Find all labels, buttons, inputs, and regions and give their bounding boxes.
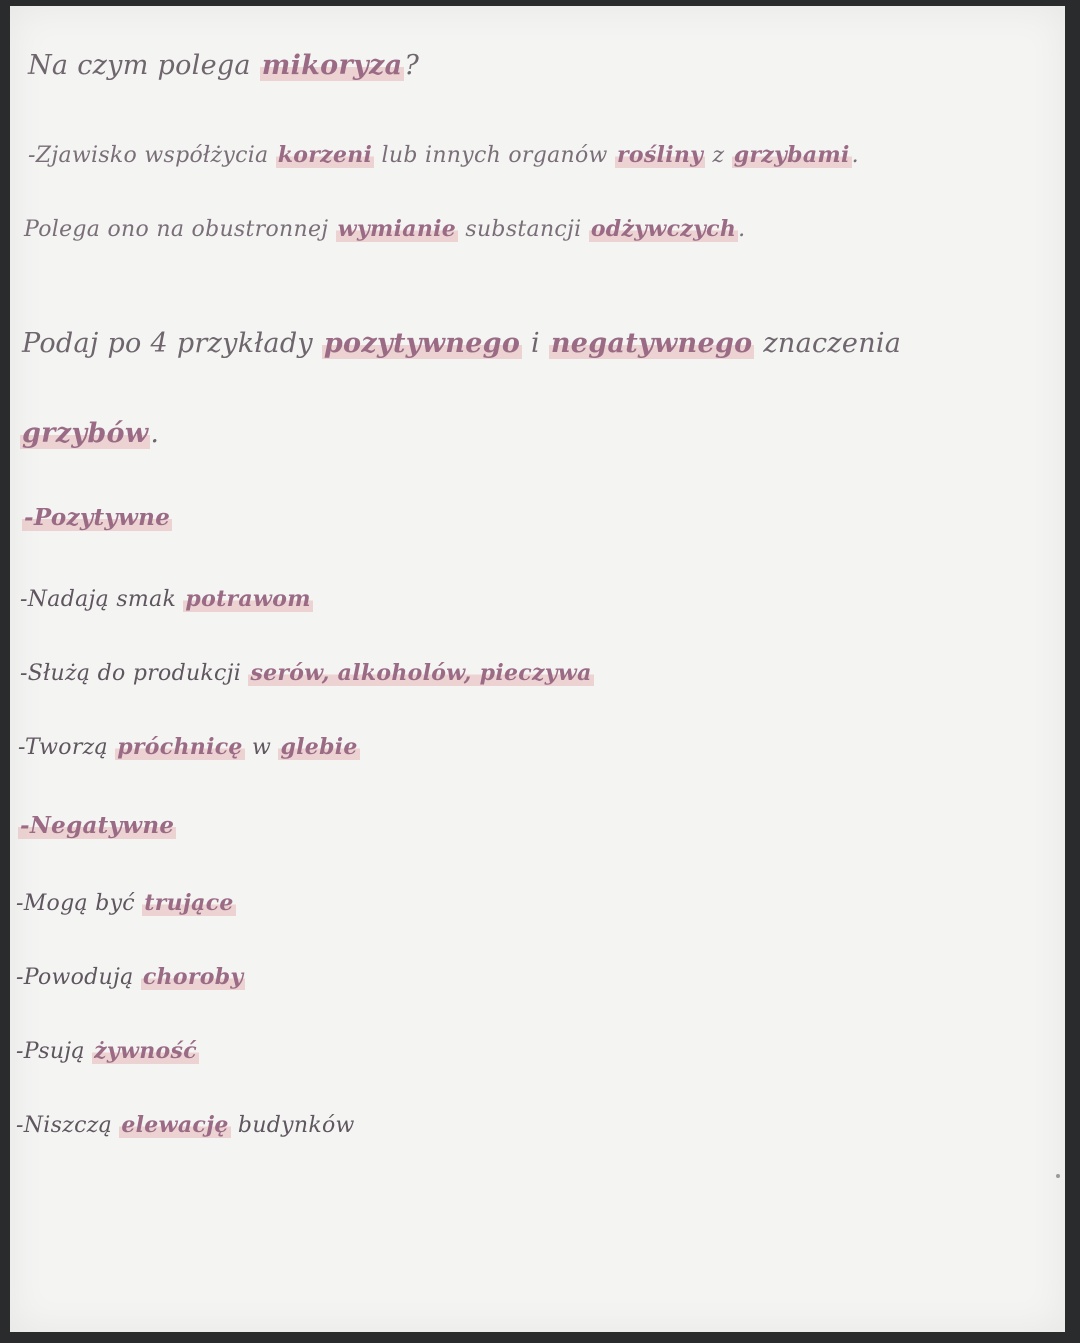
paper-speck xyxy=(1056,1174,1060,1178)
answer-line-1 xyxy=(28,142,859,168)
highlight-rosliny: rośliny xyxy=(616,142,704,168)
question-examples xyxy=(22,328,901,359)
answer-text: lub innych organów xyxy=(374,143,615,168)
answer-text: Polega ono na obustronnej xyxy=(24,217,336,242)
negative-item xyxy=(16,890,236,916)
question-text: Podaj po 4 przykłady xyxy=(22,328,322,359)
question-mark: ? xyxy=(404,50,420,81)
item-highlight: żywność xyxy=(94,1038,197,1064)
highlight-wymianie: wymianie xyxy=(337,216,457,242)
item-highlight: próchnicę xyxy=(117,734,243,760)
notebook-page xyxy=(10,6,1065,1332)
highlight-negatywnego: negatywnego xyxy=(550,328,753,359)
item-text: -Nadają smak xyxy=(20,587,184,612)
negative-item xyxy=(16,964,245,990)
highlight-mikoryza: mikoryza xyxy=(261,50,403,81)
question-text: . xyxy=(150,418,160,449)
highlight-pozytywnego: pozytywnego xyxy=(323,328,521,359)
question-text: i xyxy=(522,328,549,359)
highlight-grzybami: grzybami xyxy=(733,142,850,168)
positive-heading xyxy=(22,504,172,531)
item-text: budynków xyxy=(230,1113,355,1138)
item-highlight: trujące xyxy=(144,890,234,916)
highlight-odzywczych: odżywczych xyxy=(590,216,737,242)
answer-line-2 xyxy=(24,216,745,242)
positive-item xyxy=(20,660,594,686)
item-text: -Powodują xyxy=(16,965,141,990)
item-text: w xyxy=(244,735,279,760)
item-text: -Służą do produkcji xyxy=(20,661,249,686)
negative-heading xyxy=(18,812,176,839)
question-mycorrhiza xyxy=(28,50,419,81)
question-examples-cont xyxy=(20,418,159,449)
answer-text: substancji xyxy=(458,217,589,242)
question-text: Na czym polega xyxy=(28,50,260,81)
item-text: -Tworzą xyxy=(18,735,116,760)
item-highlight: serów, alkoholów, pieczywa xyxy=(250,660,592,686)
question-text: znaczenia xyxy=(754,328,902,359)
negative-item xyxy=(16,1112,355,1138)
item-highlight: elewację xyxy=(121,1112,229,1138)
item-highlight: glebie xyxy=(280,734,358,760)
answer-text: . xyxy=(851,143,859,168)
positive-heading-text: -Pozytywne xyxy=(24,504,171,531)
negative-heading-text: -Negatywne xyxy=(20,812,175,839)
positive-item xyxy=(20,586,313,612)
answer-text: . xyxy=(738,217,746,242)
item-highlight: choroby xyxy=(142,964,244,990)
highlight-korzeni: korzeni xyxy=(277,142,373,168)
item-text: -Psują xyxy=(16,1039,93,1064)
answer-text: -Zjawisko współżycia xyxy=(28,143,276,168)
item-text: -Mogą być xyxy=(16,891,143,916)
item-text: -Niszczą xyxy=(16,1113,120,1138)
answer-text: z xyxy=(705,143,732,168)
item-highlight: potrawom xyxy=(185,586,311,612)
negative-item xyxy=(16,1038,199,1064)
highlight-grzybow: grzybów xyxy=(22,418,149,449)
positive-item xyxy=(18,734,360,760)
